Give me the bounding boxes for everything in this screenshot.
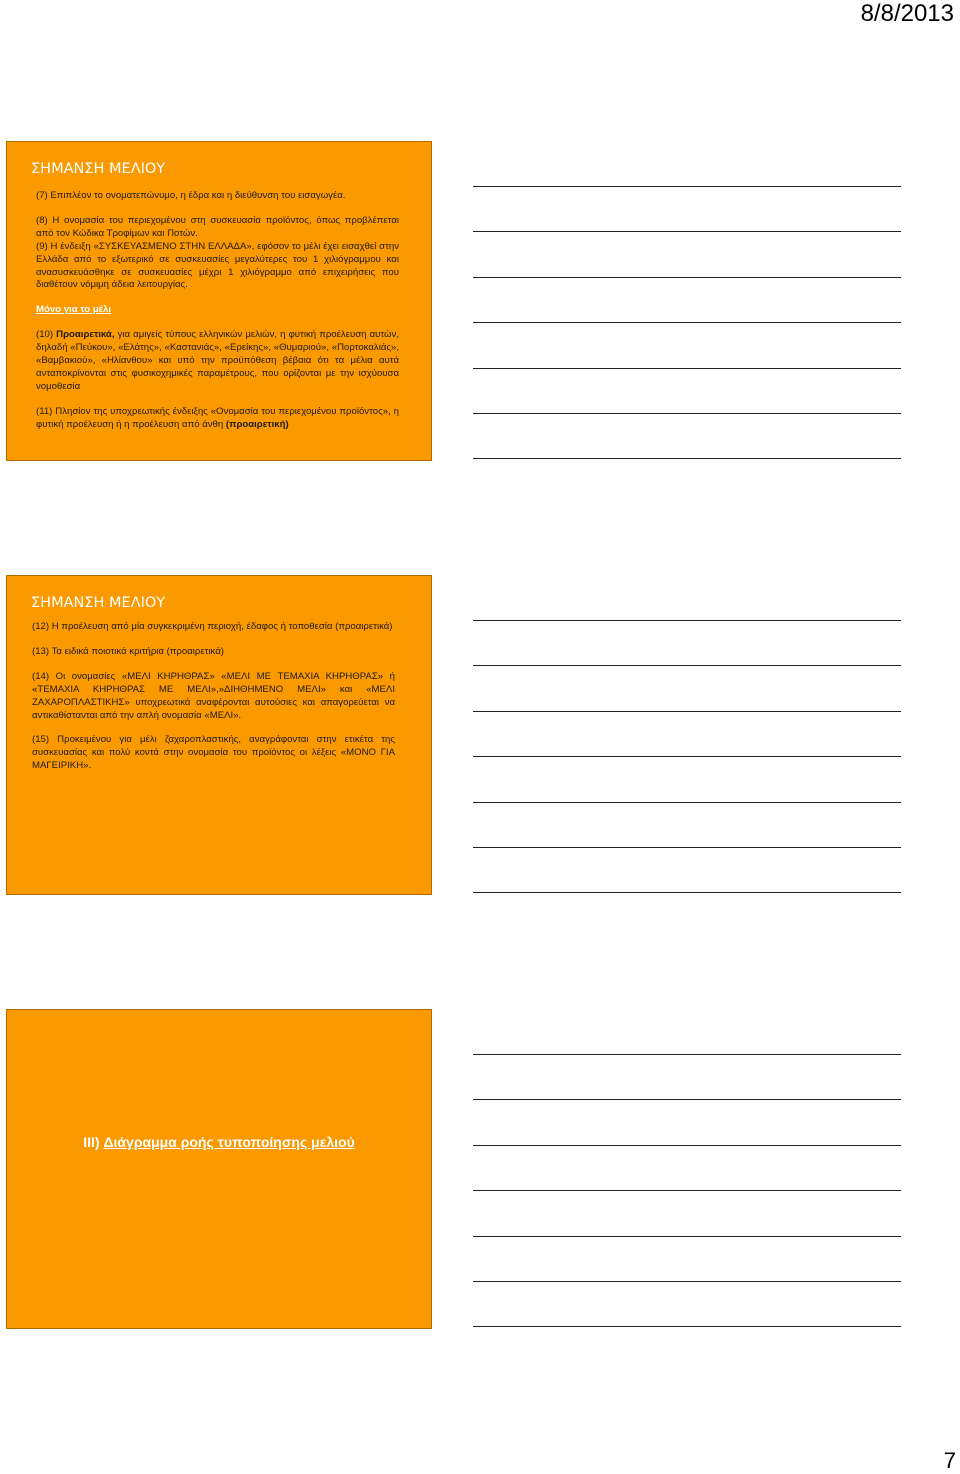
slide-1 — [7, 142, 431, 460]
slide-title: ΣΗΜΑΝΣΗ ΜΕΛΙΟΥ — [31, 595, 166, 611]
paragraph-11: (11) Πλησίον της υποχρεωτικής ένδειξης «Ονομασία του περιεχομένου προϊόντος», η φυτική προέλευση ή η προέλευση από άνθη (προαιρετική) — [36, 405, 399, 430]
paragraph-15: (15) Προκειμένου για μέλι ζαχαροπλαστικής, αναγράφονται στην ετικέτα της συσκευασίας και πολύ κοντά στην ονομασία του προϊόντος οι λέξεις «ΜΟΝΟ ΓΙΑ ΜΑΓΕΙΡΙΚΗ». — [32, 734, 395, 772]
note-line — [473, 1326, 901, 1327]
note-line — [473, 1145, 901, 1146]
slide-title: ΣΗΜΑΝΣΗ ΜΕΛΙΟΥ — [31, 161, 166, 177]
note-line — [473, 1099, 901, 1100]
note-line — [473, 368, 901, 369]
subheading: Μόνο για το μέλι — [36, 304, 112, 316]
note-line — [473, 1190, 901, 1191]
note-line — [473, 1054, 901, 1055]
header-date: 8/8/2013 — [860, 0, 954, 27]
note-line — [473, 620, 901, 621]
note-line — [473, 665, 901, 666]
page-number: 7 — [943, 1448, 956, 1473]
paragraph-7: (7) Επιπλέον το ονοματεπώνυμο, η έδρα και η διεύθυνση του εισαγωγέα. — [36, 190, 346, 201]
slide-body — [32, 621, 395, 773]
paragraph-8: (8) Η ονομασία του περιεχομένου στη συσκευασία προϊόντος, όπως προβλέπεται από τον Κώδικα Τροφίμων και Ποτών. — [36, 214, 399, 239]
slide-body — [36, 190, 399, 432]
note-line — [473, 711, 901, 712]
note-line — [473, 847, 901, 848]
note-line — [473, 802, 901, 803]
paragraph-12: (12) Η προέλευση από μία συγκεκριμένη περιοχή, έδαφος ή τοποθεσία (προαιρετικά) — [32, 621, 393, 632]
note-line — [473, 186, 901, 187]
note-line — [473, 458, 901, 459]
slide-2 — [7, 576, 431, 894]
note-line — [473, 892, 901, 893]
paragraph-14: (14) Οι ονομασίες «ΜΕΛΙ ΚΗΡΗΘΡΑΣ» «ΜΕΛΙ ΜΕ ΤΕΜΑΧΙΑ ΚΗΡΗΘΡΑΣ» ή «ΤΕΜΑΧΙΑ ΚΗΡΗΘΡΑΣ ΜΕ ΜΕΛΙ»,»ΔΙΗΘΗΜΕΝΟ ΜΕΛΙ» και «ΜΕΛΙ ΖΑΧΑΡΟΠΛΑΣΤΙΚΗΣ» υποχρεωτικά αναφέρονται αυτούσιες και απαγορεύεται να αντικαθίστανται από την απλή ονομασία «ΜΕΛΙ». — [32, 670, 395, 721]
note-line — [473, 756, 901, 757]
note-line — [473, 1236, 901, 1237]
note-line — [473, 231, 901, 232]
note-line — [473, 322, 901, 323]
slide-3 — [7, 1010, 431, 1328]
paragraph-9: (9) Η ένδειξη «ΣΥΣΚΕΥΑΣΜΕΝΟ ΣΤΗΝ ΕΛΛΑΔΑ», εφόσον το μέλι έχει εισαχθεί στην Ελλάδα από το εξωτερικό σε συσκευασίες μεγαλύτερες του 1 χιλιόγραμμου και ανασυσκευάσθηκε σε συσκευασίες μέχρι 1 χιλιόγραμμο από επιχειρήσεις που διαθέτουν νόμιμη άδεια λειτουργίας. — [36, 240, 399, 291]
paragraph-10: (10) Προαιρετικά, για αμιγείς τύπους ελληνικών μελιών, η φυτική προέλευση αυτών, δηλαδή «Πεύκου», «Ελάτης», «Καστανιάς», «Ερείκης», «Θυμαριού», «Πορτοκαλιάς», «Βαμβακιού», «Ηλίανθου» και υπό την προϋπόθεση βέβαια ότι τα μέλια αυτά ανταποκρίνονται στις φυσικοχημικές παραμέτρους, που ορίζονται με την ισχύουσα νομοθεσία — [36, 329, 399, 392]
note-line — [473, 277, 901, 278]
paragraph-13: (13) Τα ειδικά ποιοτικά κριτήρια (προαιρετικά) — [32, 645, 224, 657]
note-line — [473, 413, 901, 414]
slide-title: III) Διάγραμμα ροής τυποποίησης μελιού — [83, 1134, 355, 1150]
note-line — [473, 1281, 901, 1282]
